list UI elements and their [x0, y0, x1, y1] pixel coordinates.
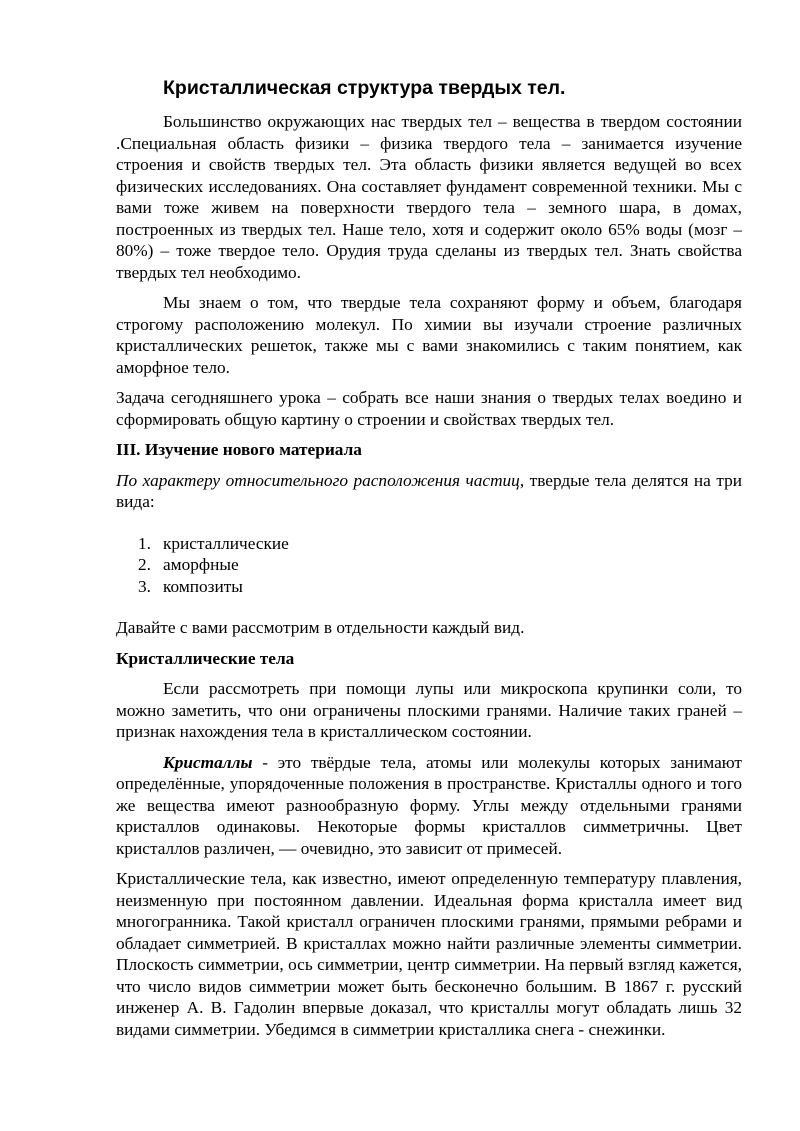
crystals-definition-text: - это твёрдые тела, атомы или молекулы которых занимают определённые, упорядоченные положения в пространстве. Кристаллы одного и того же вещества имеют разнообразную форму. Углы между отдельными гранями кристаллов одинаковы. Некоторые формы кристаллов симметричны. Цвет кристаллов различен, — очевидно, это зависит от примесей. [116, 752, 742, 858]
crystals-term: Кристаллы [163, 752, 253, 772]
list-item-label: аморфные [163, 555, 239, 574]
solid-types-list [116, 533, 742, 598]
list-item-number: 2. [138, 555, 151, 574]
classification-text: , твердые тела делятся на три вида: [116, 470, 742, 511]
crystals-definition-paragraph [116, 752, 742, 860]
classification-criterion: По характеру относительного расположения частиц [116, 470, 520, 490]
intro-paragraph: Большинство окружающих нас твердых тел – вещества в твердом состоянии .Специальная область физики – физика твердого тела – занимается изучение строения и свойств твердых тел. Эта область физики является ведущей во всех физических исследованиях. Она составляет фундамент современной техники. Мы с вами тоже живем на поверхности твердого тела – земного шара, в домах, построенных из твердых тел. Наше тело, хотя и содержит около 65% воды (мозг – 80%) – тоже твердое тело. Орудия труда сделаны из твердых тел. Знать свойства твердых тел необходимо. [116, 112, 742, 282]
list-item [138, 554, 742, 576]
document-title: Кристаллическая структура твердых тел. [163, 77, 566, 99]
crystal-bodies-heading: Кристаллические тела [116, 648, 295, 668]
list-item [138, 533, 742, 555]
list-item [138, 576, 742, 598]
classification-paragraph [116, 470, 742, 513]
list-item-number: 1. [138, 533, 151, 553]
document-page [116, 76, 742, 1040]
list-item-label: композиты [163, 576, 243, 596]
crystal-properties-paragraph: Кристаллические тела, как известно, имеют определенную температуру плавления, неизменную при постоянном давлении. Идеальная форма кристалла имеет вид многогранника. Такой кристалл ограничен плоскими гранями, прямыми ребрами и обладает симметрией. В кристаллах можно найти различные элементы симметрии. Плоскость симметрии, ось симметрии, центр симметрии. На первый взгляд кажется, что число видов симметрии может быть бесконечно большим. В 1867 г. русский инженер А. В. Гадолин впервые доказал, что кристаллы могут обладать лишь 32 видами симметрии. Убедимся в симметрии кристаллика снега - снежинки. [116, 869, 742, 1039]
section-heading: III. Изучение нового материала [116, 440, 362, 459]
transition-paragraph: Давайте с вами рассмотрим в отдельности каждый вид. [116, 618, 525, 637]
lesson-goal-paragraph: Задача сегодняшнего урока – собрать все наши знания о твердых телах воедино и сформировать общую картину о строении и свойствах твердых тел. [116, 388, 742, 429]
list-item-number: 3. [138, 576, 151, 596]
solid-shape-paragraph: Мы знаем о том, что твердые тела сохраняют форму и объем, благодаря строгому расположению молекул. По химии вы изучали строение различных кристаллических решеток, также мы с вами знакомились с таким понятием, как аморфное тело. [116, 293, 742, 377]
list-item-label: кристаллические [163, 533, 289, 553]
salt-paragraph: Если рассмотреть при помощи лупы или микроскопа крупинки соли, то можно заметить, что они ограничены плоскими гранями. Наличие таких граней – признак нахождения тела в кристаллическом состоянии. [116, 679, 742, 741]
